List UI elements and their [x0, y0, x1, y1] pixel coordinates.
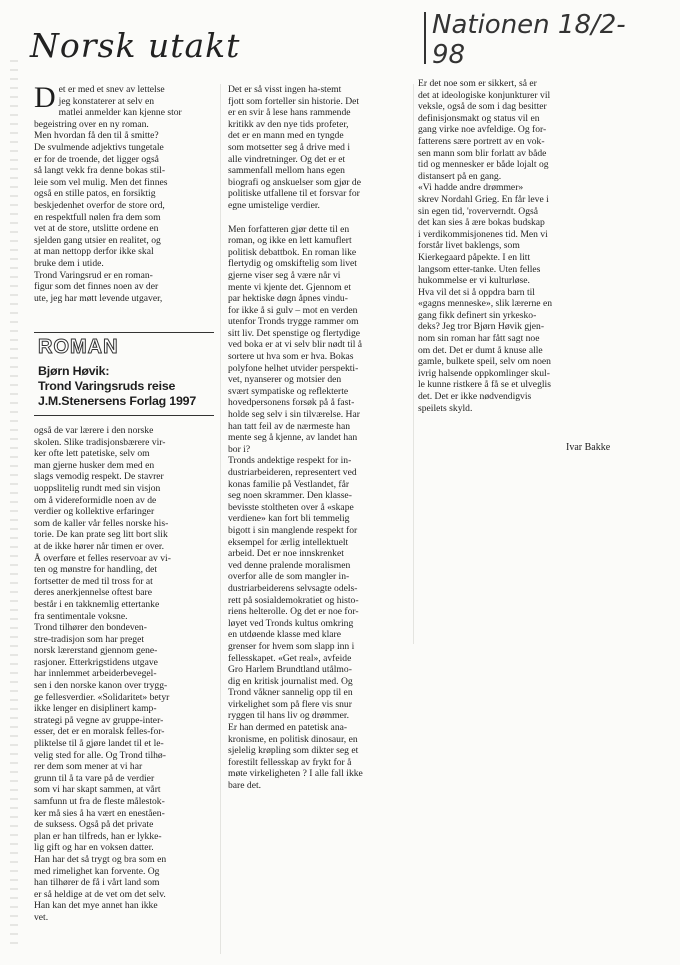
section-kicker: ROMAN: [38, 336, 119, 358]
paragraph: Tronds andektige respekt for in- dustriarbeideren, representert ved konas familie på Vestlandet, får seg noen skrammer. Den klasse- bevisste stoltheten over å «skape verdiene» kan fort bli temmelig bigott i sin manglende respekt for eksempel for ærlig intellektuelt arbeid. Det er noe innskrenket ved denne pralende moralismen overfor alle de som mangler in- dustriarbeiderens selvsagte odels- rett på sosialdemokratiet og histo- riens helterolle. Og det er noe for- løyet ved Tronds kultus omkring en utdøende klasse med klare grenser for hvem som slapp inn i fellesskapet. «Get real», avfeide Gro Harlem Brundtland utålmo- dig en kritisk journalist med. Og Trond våkner sannelig opp til en virkelighet som på flere vis snur ryggen til hans liv og drømmer.: [228, 455, 359, 722]
paragraph: Er han dermed en patetisk ana- kronisme, en politisk dinosaur, en sjelelig krøpling som dikter seg et forestilt fellesskap av frykt for å møte virkeligheten ? I alle fall ikke bare det.: [228, 722, 363, 792]
column-2: [228, 84, 409, 792]
lead-paragraph: [34, 81, 210, 270]
divider-rule: [34, 332, 214, 333]
paragraph: Trond Varingsrud er en roman- figur som det finnes noen av der ute, jeg har møtt levende utgaver,: [34, 269, 163, 304]
book-info: [38, 364, 218, 409]
paragraph: Det er så visst ingen ha-stemt fjott som forteller sin historie. Det er en svir å lese hans rammende kritikk av den nye tids profeter, det er en mann med en tyngde som motsetter seg å drive med i alle vindretninger. Og det er et sammenfall mellom hans egen biografi og anskuelser som gjør de politiske utfallene til et forsvar for egne umistelige verdier.: [228, 84, 361, 211]
column-1-top: [34, 81, 210, 304]
paragraph: Men forfatteren gjør dette til en roman, og ikke en lett kamuflert politisk debattbok. En roman like flertydig og omskiftelig som livet gjerne viser seg å være når vi mente vi kjente det. Gjennom et par hektiske døgn åpnes vindu- for ikke å si gulv – mot en verden utenfor Tronds trygge rammer om sitt liv. Det spenstige og flertydige ved boka er at vi selv blir nødt til å sortere ut hva som er hva. Bokas polyfone helhet utvider perspekti- vet, nyanserer og motsier den svært sympatiske og reflekterte hovedpersonens forsøk på å fast- holde seg selv i sin tilværelse. Har han tatt feil av de nærmeste han mente seg å kjenne, av landet han bor i?: [228, 223, 363, 455]
book-title: Trond Varingsruds reise: [38, 379, 176, 393]
book-publisher: J.M.Stenersens Forlag 1997: [38, 394, 197, 408]
author-signature: Ivar Bakke: [566, 442, 611, 453]
scan-edge: [10, 60, 18, 950]
column-divider: [220, 84, 221, 954]
column-3: [418, 78, 606, 414]
column-divider: [413, 84, 414, 644]
paragraph: «Vi hadde andre drømmer» skrev Nordahl Grieg. En får leve i sin egen tid, 'roververndt. Også det kan sies å ære bokas budskap i verdikommisjonenes tid. Men vi forstår livet baklengs, som Kierkegaard påpekte. I en litt langsom etter-tanke. Uten felles hukommelse er vi kulturløse.: [418, 182, 549, 287]
book-author: Bjørn Høvik:: [38, 364, 110, 378]
paragraph-text: et er med et snev av lettelse jeg konstaterer at selv en matlei anmelder kan kjenne stor begeistring over en ny roman. Men hvordan få den til å smitte? De svulmende adjektivs tungetale er for de troende, det ligger også så langt vekk fra denne bokas stil- leie som vel mulig. Men det finnes også en stille patos, en forsiktig beskjedenhet overfor de store ord, en respektfull nølen fra dem som vet at de store, utslitte ordene en sjelden gang utsier en realitet, og at man nettopp derfor ikke skal bruke dem i utide.: [34, 84, 182, 269]
divider-rule: [34, 415, 214, 416]
headline: Norsk utakt: [30, 26, 241, 65]
paragraph: Trond tilhører den bondeven- stre-tradisjon som har preget norsk lærerstand gjennom gene- rasjoner. Etterkrigstidens utgave har innlemmet arbeiderbevegel- sen i den norske kanon over trygg- ge fellesverdier. «Solidaritet» betyr ikke lenger en disiplinert kamp- strategi på vegne av gruppe-inter- esser, det er en moralsk felles-for- pliktelse til å gjøre landet til et le- velig sted for alle. Og Trond tilhø- rer dem som mener at vi har grunn til å ta vare på de verdier som vi har skapt sammen, at vårt samfunn ut fra de fleste målestok- ker må sies å ha vært en eneståen- de suksess. Også på det private plan er han tilfreds, han er lykke- lig gift og har en voksen datter. Han har det så trygt og bra som en med rimelighet kan forvente. Og han tilhører de få i vårt land som er så heldige at de vet om det selv. Han kan det mye annet han ikke vet.: [34, 622, 170, 923]
paragraph: Hva vil det si å oppdra barn til «gagns menneske», slik lærerne en gang fikk definert sin yrkesko- deks? Jeg tror Bjørn Høvik gjen- nom sin roman har fått sagt noe om det. Det er dumt å knuse alle gamle, bulkete speil, selv om noen ivrig halsende oppkomlinger skul- le kunne ristkere å få se et ulveglis det. Det er ikke nødvendigvis speilets skyld.: [418, 286, 553, 414]
handwritten-note: Nationen 18/2-98: [432, 10, 626, 70]
dropcap: D: [34, 81, 56, 114]
paragraph: Er det noe som er sikkert, så er det at ideologiske konjunkturer vil veksle, også de som i dag besitter definisjonsmakt og status vil en gang virke noe avfeldige. Og for- fatterens sære portrett av en vok- sen mann som blir forlatt av både tid og mennesker er både lojalt og distansert på en gang.: [418, 78, 551, 182]
column-1-bottom: [34, 425, 214, 924]
handwritten-bar: [424, 12, 426, 64]
paragraph: også de var lærere i den norske skolen. Slike tradisjonsbærere vir- ker ofte lett patetiske, selv om man gjerne husker dem med en slags vemodig respekt. De stavrer uoppslitelig rundt med sin visjon om å videreformidle noen av de verdier og kollektive erfaringer som de kaller vår felles norske his- torie. De kan prate seg litt bort slik at de ikke hører når timen er over. Å overføre et felles reservoar av vi- ten og mønstre for handling, det fortsetter de med til tross for at deres anerkjennelse oftest bare består i en takknemlig ettertanke fra sentimentale voksne.: [34, 425, 171, 622]
